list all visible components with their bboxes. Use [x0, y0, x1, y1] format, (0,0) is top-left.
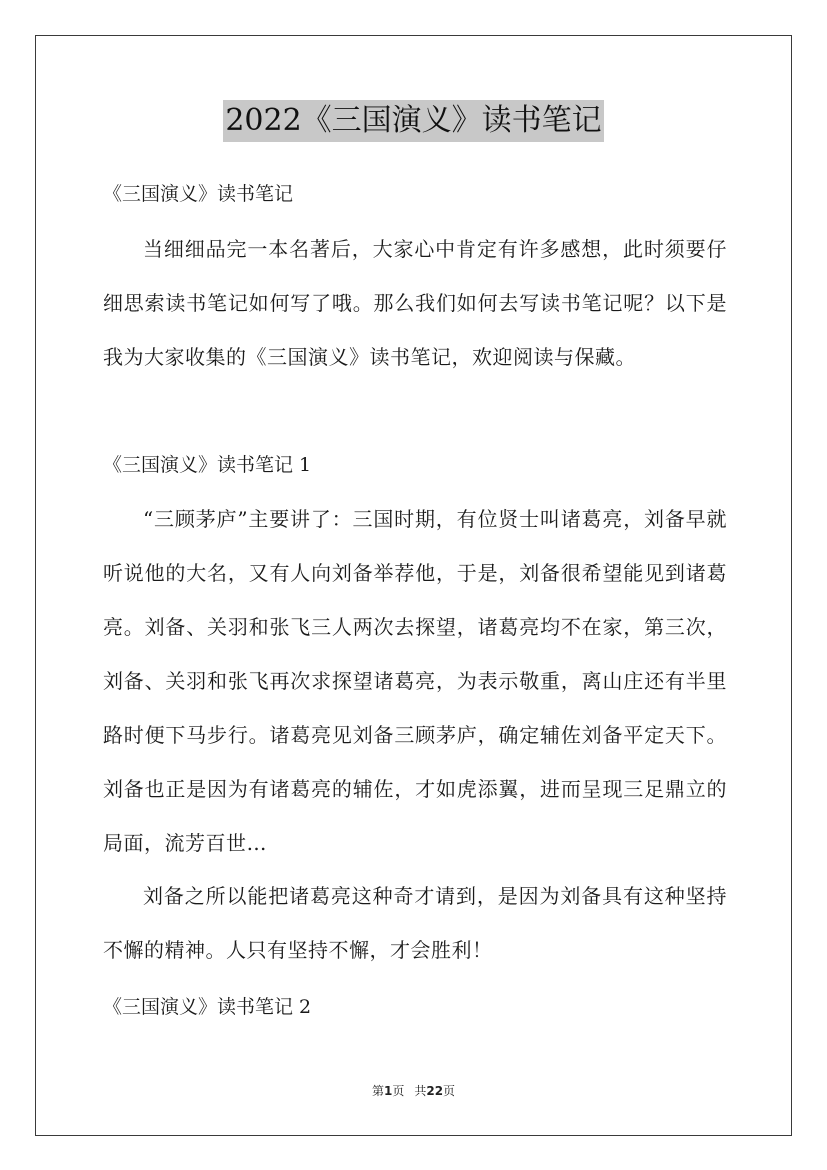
intro-heading: 《三国演义》读书笔记 [103, 183, 294, 205]
section-2-heading: 《三国演义》读书笔记 2 [103, 996, 312, 1018]
footer-page-number: 1 [383, 1084, 393, 1098]
footer-page-prefix: 第 [371, 1084, 384, 1098]
footer-total-prefix: 共 [414, 1084, 427, 1098]
page-footer [0, 1083, 827, 1099]
section-1-heading: 《三国演义》读书笔记 1 [103, 454, 312, 476]
document-title: 2022《三国演义》读书笔记 [223, 100, 603, 142]
section-1-paragraph-2: 刘备之所以能把诸葛亮这种奇才请到，是因为刘备具有这种坚持不懈的精神。人只有坚持不懈，才会胜利！ [103, 884, 727, 962]
section-1-paragraph-1: “三顾茅庐”主要讲了：三国时期，有位贤士叫诸葛亮，刘备早就听说他的大名，又有人向刘备举荐他，于是，刘备很希望能见到诸葛亮。刘备、关羽和张飞三人两次去探望，诸葛亮均不在家，第三次，刘备、关羽和张飞再次求探望诸葛亮，为表示敬重，离山庄还有半里路时便下马步行。诸葛亮见刘备三顾茅庐，确定辅佐刘备平定天下。刘备也正是因为有诸葛亮的辅佐，才如虎添翼，进而呈现三足鼎立的局面，流芳百世… [103, 507, 727, 855]
footer-page-suffix: 页 [392, 1084, 405, 1098]
footer-total-pages: 22 [426, 1084, 444, 1098]
intro-paragraph: 当细细品完一本名著后，大家心中肯定有许多感想，此时须要仔细思索读书笔记如何写了哦。那么我们如何去写读书笔记呢？以下是我为大家收集的《三国演义》读书笔记，欢迎阅读与保藏。 [103, 237, 727, 369]
footer-total-suffix: 页 [443, 1084, 456, 1098]
document-title-wrapper [0, 100, 827, 142]
